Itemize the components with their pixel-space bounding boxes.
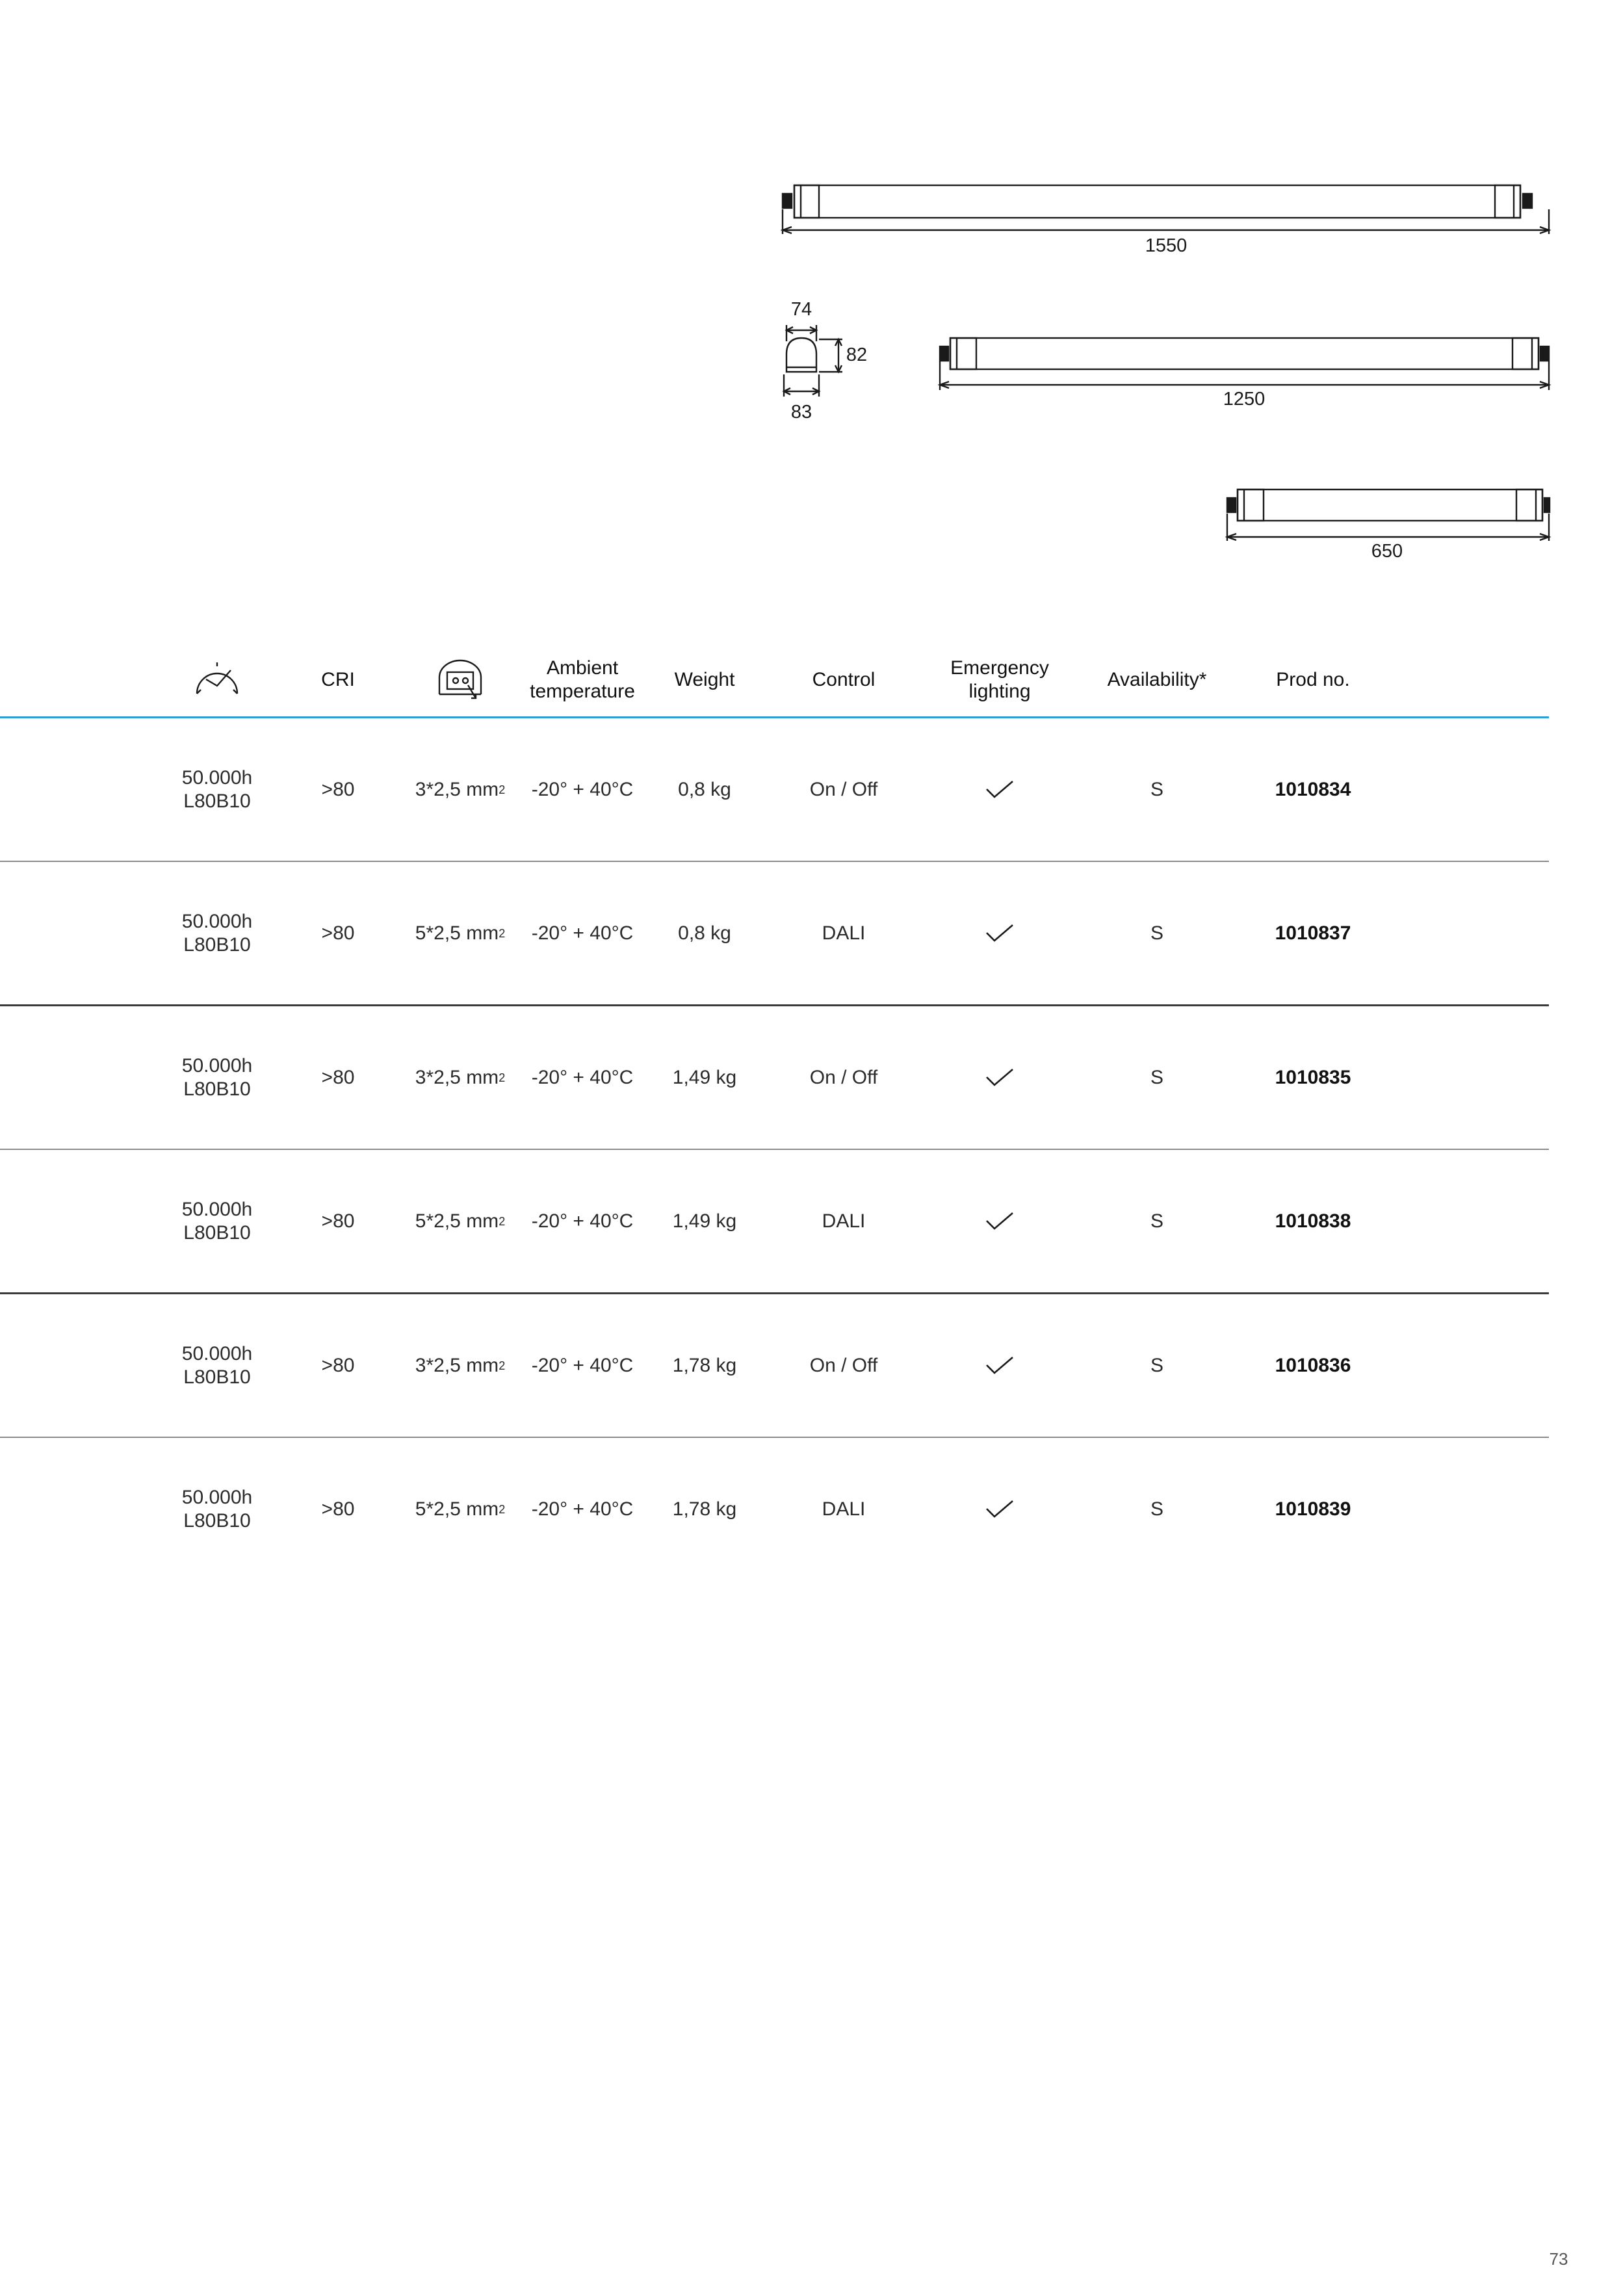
cri-cell: >80 <box>321 778 355 800</box>
weight-cell: 1,78 kg <box>672 1498 737 1520</box>
prod-no-cell: 1010835 <box>1275 1066 1351 1088</box>
cable-value: 5*2,5 mm <box>415 1210 499 1232</box>
luminaire-1550-drawing <box>783 185 1549 234</box>
cable-cell: 5*2,5 mm 2 <box>415 1210 506 1232</box>
table-body <box>0 718 1549 1580</box>
lifetime-cell <box>182 1438 252 1580</box>
prod-no-cell: 1010836 <box>1275 1354 1351 1376</box>
table-row <box>0 1294 1549 1438</box>
check-icon <box>985 1068 1014 1088</box>
cable-cell: 3*2,5 mm 2 <box>415 778 506 800</box>
check-icon <box>985 924 1014 943</box>
cri-cell: >80 <box>321 1354 355 1376</box>
cri-cell: >80 <box>321 1066 355 1088</box>
emergency-header-line1: Emergency <box>950 657 1049 679</box>
check-icon <box>985 780 1014 800</box>
control-cell: On / Off <box>809 778 878 800</box>
lifetime-cell <box>182 862 252 1004</box>
emergency-lighting-cell <box>985 1438 1014 1580</box>
cable-value: 3*2,5 mm <box>415 1354 499 1376</box>
availability-cell: S <box>1150 1066 1164 1088</box>
lifetime-hours: 50.000h <box>181 1054 253 1076</box>
cross-section-height: 82 <box>846 345 868 365</box>
cable-column-header <box>435 644 485 716</box>
length-label-1550: 1550 <box>1145 235 1188 256</box>
lifetime-class: L80B10 <box>183 790 251 812</box>
lifetime-column-header <box>192 644 242 716</box>
cable-cell: 3*2,5 mm 2 <box>415 1066 506 1088</box>
availability-cell: S <box>1150 1210 1164 1232</box>
table-row <box>0 718 1549 862</box>
cross-section-width-top: 74 <box>790 299 812 320</box>
table-header <box>0 644 1549 718</box>
lifetime-hours: 50.000h <box>181 1342 253 1364</box>
emergency-lighting-cell <box>985 862 1014 1004</box>
prod-no-column-header: Prod no. <box>1276 669 1350 690</box>
weight-cell: 1,49 kg <box>672 1210 737 1232</box>
check-icon <box>985 1500 1014 1519</box>
control-cell: On / Off <box>809 1066 878 1088</box>
cross-section-drawing <box>784 325 842 397</box>
cable-value: 3*2,5 mm <box>415 1066 499 1088</box>
emergency-lighting-cell <box>985 1150 1014 1292</box>
ambient-temperature-column-header <box>530 644 635 716</box>
ambient-header-line1: Ambient <box>546 657 619 679</box>
availability-cell: S <box>1150 1354 1164 1376</box>
luminaire-1250-drawing <box>940 338 1549 390</box>
lifetime-class: L80B10 <box>183 1366 251 1388</box>
terminal-cable-icon <box>435 659 485 701</box>
weight-cell: 0,8 kg <box>678 922 731 944</box>
check-icon <box>985 1356 1014 1376</box>
cri-cell: >80 <box>321 1210 355 1232</box>
emergency-header-line2: lighting <box>968 681 1031 702</box>
emergency-lighting-cell <box>985 1294 1014 1437</box>
table-row <box>0 1438 1549 1580</box>
weight-cell: 1,78 kg <box>672 1354 737 1376</box>
cable-value: 3*2,5 mm <box>415 778 499 800</box>
availability-cell: S <box>1150 1498 1164 1520</box>
availability-cell: S <box>1150 922 1164 944</box>
weight-cell: 0,8 kg <box>678 778 731 800</box>
emergency-lighting-cell <box>985 1006 1014 1149</box>
weight-column-header: Weight <box>674 669 735 690</box>
lifetime-class: L80B10 <box>183 1509 251 1532</box>
prod-no-cell: 1010834 <box>1275 778 1351 800</box>
cable-value: 5*2,5 mm <box>415 922 499 944</box>
control-cell: DALI <box>822 922 866 944</box>
lifetime-class: L80B10 <box>183 933 251 956</box>
cri-column-header: CRI <box>321 669 355 690</box>
check-icon <box>985 1212 1014 1231</box>
lifetime-cell <box>182 1294 252 1437</box>
dimension-drawings-svg <box>0 0 1623 585</box>
ambient-header-line2: temperature <box>530 681 635 702</box>
ambient-temperature-cell: -20° + 40°C <box>531 1498 634 1520</box>
availability-cell: S <box>1150 778 1164 800</box>
luminaire-650-drawing <box>1227 489 1550 541</box>
table-row <box>0 1150 1549 1294</box>
table-row <box>0 862 1549 1006</box>
lifetime-cell <box>182 1150 252 1292</box>
lifetime-cell <box>182 718 252 861</box>
cross-section-width-bottom: 83 <box>790 402 812 423</box>
lifetime-class: L80B10 <box>183 1221 251 1244</box>
clock-icon <box>192 660 242 700</box>
length-label-650: 650 <box>1371 541 1403 562</box>
control-cell: DALI <box>822 1498 866 1520</box>
lifetime-hours: 50.000h <box>181 1198 253 1220</box>
availability-column-header: Availability* <box>1107 669 1207 690</box>
control-cell: DALI <box>822 1210 866 1232</box>
specification-table <box>0 644 1549 1580</box>
ambient-temperature-cell: -20° + 40°C <box>531 1354 634 1376</box>
cable-cell: 3*2,5 mm 2 <box>415 1354 506 1376</box>
weight-cell: 1,49 kg <box>672 1066 737 1088</box>
ambient-temperature-cell: -20° + 40°C <box>531 1066 634 1088</box>
ambient-temperature-cell: -20° + 40°C <box>531 922 634 944</box>
prod-no-cell: 1010839 <box>1275 1498 1351 1520</box>
control-column-header: Control <box>812 669 876 690</box>
lifetime-hours: 50.000h <box>181 766 253 789</box>
lifetime-class: L80B10 <box>183 1078 251 1100</box>
emergency-lighting-column-header <box>950 644 1049 716</box>
technical-drawings <box>0 0 1623 585</box>
lifetime-cell <box>182 1006 252 1149</box>
emergency-lighting-cell <box>985 718 1014 861</box>
cable-cell: 5*2,5 mm 2 <box>415 1498 506 1520</box>
prod-no-cell: 1010838 <box>1275 1210 1351 1232</box>
cable-value: 5*2,5 mm <box>415 1498 499 1520</box>
cri-cell: >80 <box>321 922 355 944</box>
lifetime-hours: 50.000h <box>181 1486 253 1508</box>
ambient-temperature-cell: -20° + 40°C <box>531 778 634 800</box>
page-number: 73 <box>1549 2249 1568 2269</box>
cable-cell: 5*2,5 mm 2 <box>415 922 506 944</box>
prod-no-cell: 1010837 <box>1275 922 1351 944</box>
length-label-1250: 1250 <box>1223 389 1266 410</box>
lifetime-hours: 50.000h <box>181 910 253 932</box>
ambient-temperature-cell: -20° + 40°C <box>531 1210 634 1232</box>
table-row <box>0 1006 1549 1150</box>
control-cell: On / Off <box>809 1354 878 1376</box>
cri-cell: >80 <box>321 1498 355 1520</box>
